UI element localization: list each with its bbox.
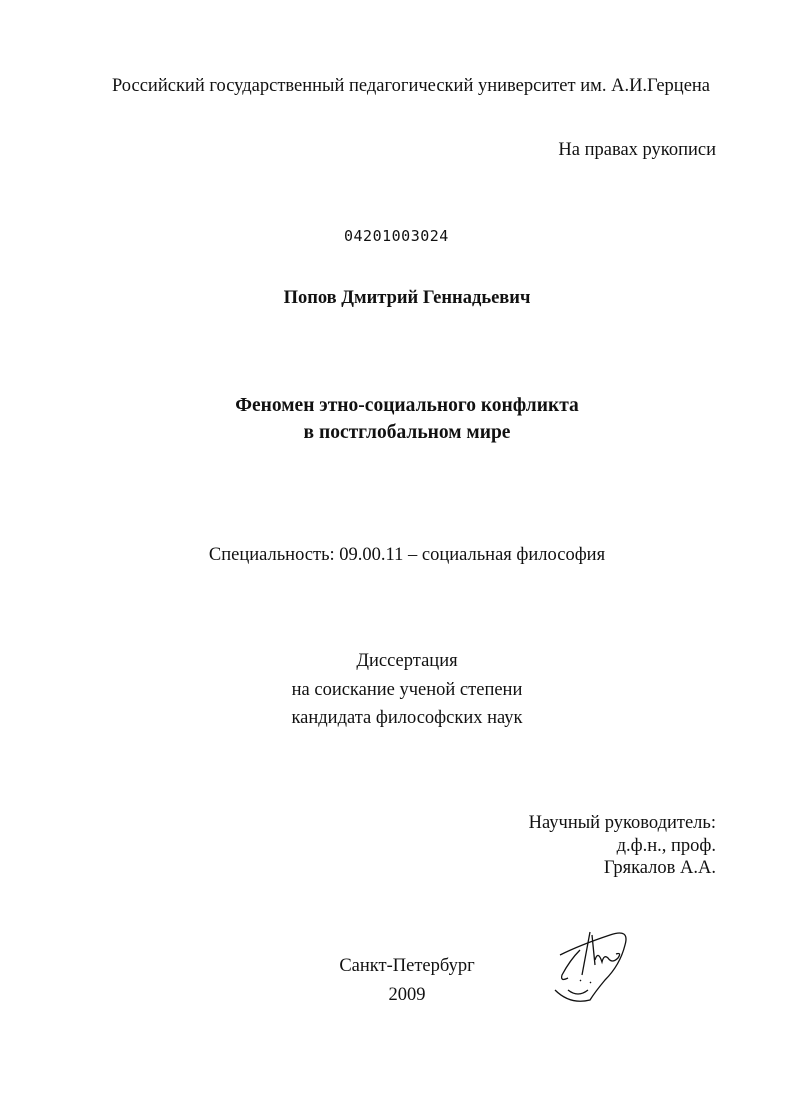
degree-line-1: Диссертация (356, 651, 458, 671)
manuscript-note: На правах рукописи (558, 140, 716, 160)
specialty: Специальность: 09.00.11 – социальная философия (208, 545, 606, 565)
registration-number: 04201003024 (344, 227, 449, 245)
degree-line-3: кандидата философских наук (291, 708, 523, 728)
supervisor-name: Грякалов А.А. (603, 858, 716, 878)
degree-line-2: на соискание ученой степени (291, 680, 523, 700)
supervisor-label: Научный руководитель: (528, 813, 716, 833)
institution-name: Российский государственный педагогический университет им. А.И.Герцена (111, 76, 711, 96)
title-line-1: Феномен этно-социального конфликта (235, 395, 579, 416)
year: 2009 (388, 985, 426, 1005)
signature (540, 920, 650, 1020)
city: Санкт-Петербург (339, 956, 475, 976)
supervisor-degree: д.ф.н., проф. (616, 836, 716, 856)
title-line-2: в постглобальном мире (303, 422, 511, 443)
author-name: Попов Дмитрий Геннадьевич (283, 288, 531, 308)
